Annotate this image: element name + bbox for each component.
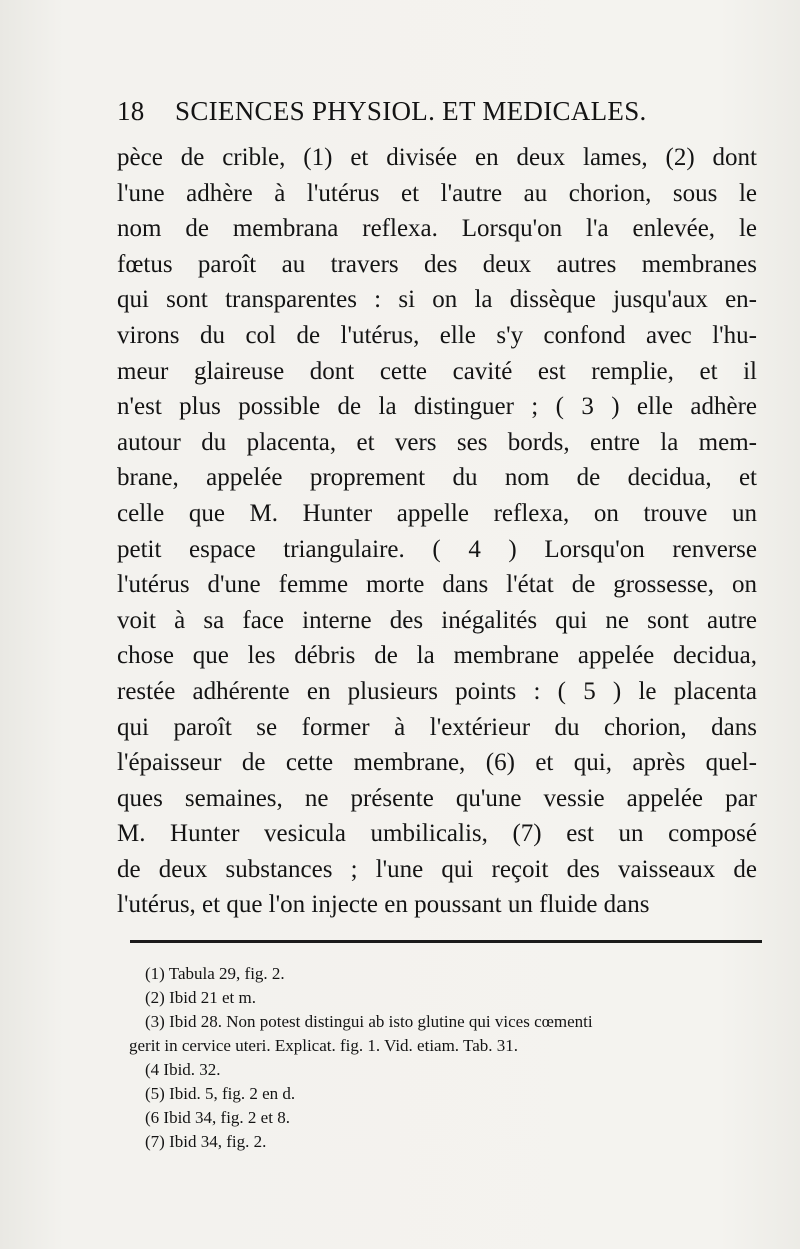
footnote: (7) Ibid 34, fig. 2.: [145, 1132, 267, 1151]
text-line: voit à sa face interne des inégalités qui ne sont autre: [117, 606, 757, 634]
text-line: celle que M. Hunter appelle reflexa, on trouve un: [117, 499, 757, 527]
footnotes: [129, 962, 765, 1154]
text-line: qui paroît se former à l'extérieur du chorion, dans: [117, 713, 757, 741]
text-line: petit espace triangulaire. ( 4 ) Lorsqu'on renverse: [117, 535, 757, 563]
footnote-rule: [130, 940, 762, 943]
running-title: SCIENCES PHYSIOL. ET MEDICALES.: [175, 96, 647, 126]
footnote: (4 Ibid. 32.: [145, 1060, 221, 1079]
text-line: pèce de crible, (1) et divisée en deux lames, (2) dont: [117, 144, 757, 171]
footnote: (1) Tabula 29, fig. 2.: [145, 964, 285, 983]
text-line: virons du col de l'utérus, elle s'y confond avec l'hu-: [117, 321, 757, 349]
text-line: l'utérus, et que l'on injecte en poussant un fluide dans: [117, 891, 650, 919]
text-line: meur glaireuse dont cette cavité est remplie, et il: [117, 357, 757, 385]
text-line: l'épaisseur de cette membrane, (6) et qui, après quel-: [117, 749, 757, 777]
text-line: l'une adhère à l'utérus et l'autre au chorion, sous le: [117, 179, 757, 207]
text-line: brane, appelée proprement du nom de decidua, et: [117, 464, 757, 492]
footnote: (6 Ibid 34, fig. 2 et 8.: [145, 1108, 290, 1127]
text-line: fœtus paroît au travers des deux autres membranes: [117, 250, 757, 278]
footnote: (3) Ibid 28. Non potest distingui ab isto glutine qui vices cœmenti: [145, 1012, 593, 1031]
text-line: nom de membrana reflexa. Lorsqu'on l'a enlevée, le: [117, 215, 757, 243]
text-line: autour du placenta, et vers ses bords, entre la mem-: [117, 428, 757, 456]
text-line: de deux substances ; l'une qui reçoit des vaisseaux de: [117, 855, 757, 883]
text-line: l'utérus d'une femme morte dans l'état de grossesse, on: [117, 571, 757, 599]
body-text: [117, 140, 757, 923]
text-line: qui sont transparentes : si on la dissèque jusqu'aux en-: [117, 286, 757, 314]
footnote: (2) Ibid 21 et m.: [145, 988, 256, 1007]
text-line: n'est plus possible de la distinguer ; ( 3 ) elle adhère: [117, 393, 757, 421]
footnote-continuation: gerit in cervice uteri. Explicat. fig. 1. Vid. etiam. Tab. 31.: [129, 1036, 518, 1055]
text-line: chose que les débris de la membrane appelée decidua,: [117, 642, 757, 670]
text-line: M. Hunter vesicula umbilicalis, (7) est un composé: [117, 820, 757, 848]
text-line: ques semaines, ne présente qu'une vessie appelée par: [117, 784, 757, 812]
footnote: (5) Ibid. 5, fig. 2 en d.: [145, 1084, 296, 1103]
page-number: 18: [117, 96, 145, 126]
text-line: restée adhérente en plusieurs points : ( 5 ) le placenta: [117, 677, 757, 705]
page-header: [117, 96, 707, 136]
